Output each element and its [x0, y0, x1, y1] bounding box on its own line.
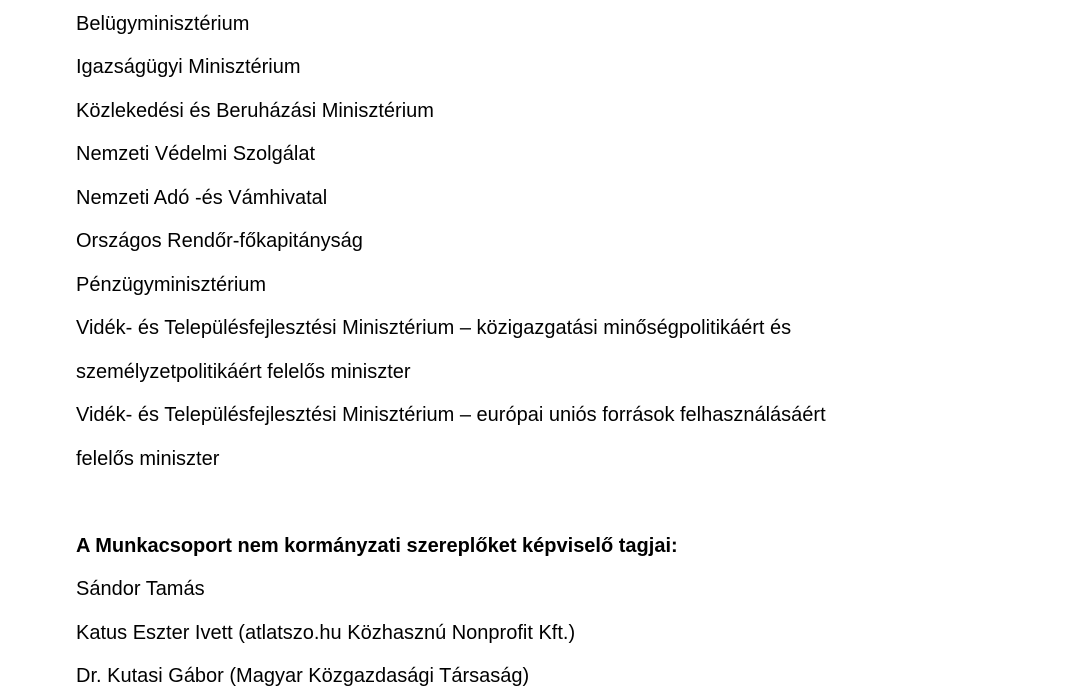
ministry-line: Belügyminisztérium	[76, 13, 250, 35]
member-line: Sándor Tamás	[76, 578, 205, 600]
section-heading: A Munkacsoport nem kormányzati szereplőket képviselő tagjai:	[76, 535, 678, 557]
member-line: Dr. Kutasi Gábor (Magyar Közgazdasági Társaság)	[76, 665, 530, 687]
ministry-line: Vidék- és Településfejlesztési Minisztérium – közigazgatási minőségpolitikáért és	[76, 317, 792, 339]
ministry-line-continuation: személyzetpolitikáért felelős miniszter	[76, 361, 411, 383]
ministry-line: Országos Rendőr-főkapitányság	[76, 230, 363, 252]
ministry-line: Nemzeti Adó -és Vámhivatal	[76, 187, 328, 209]
ministry-line: Nemzeti Védelmi Szolgálat	[76, 143, 315, 165]
ministry-line: Vidék- és Településfejlesztési Minisztérium – európai uniós források felhasználásáért	[76, 404, 826, 426]
ministry-line: Igazságügyi Minisztérium	[76, 56, 301, 78]
ministry-line: Közlekedési és Beruházási Minisztérium	[76, 100, 434, 122]
ministry-line-continuation: felelős miniszter	[76, 448, 220, 470]
member-line: Katus Eszter Ivett (atlatszo.hu Közhasznú Nonprofit Kft.)	[76, 622, 576, 644]
ministry-line: Pénzügyminisztérium	[76, 274, 267, 296]
